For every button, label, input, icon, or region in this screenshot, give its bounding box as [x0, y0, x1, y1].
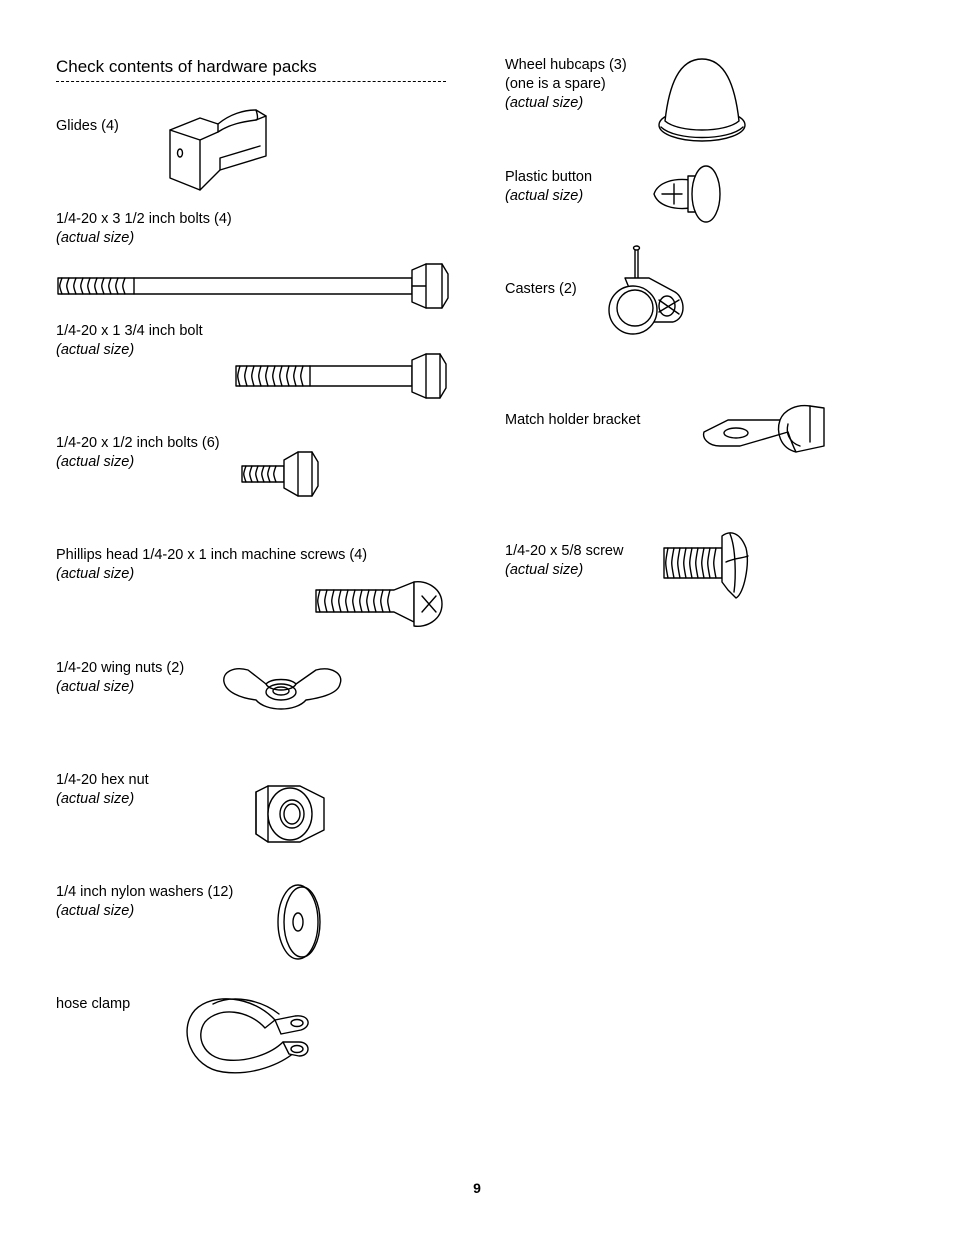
- phillips-name: Phillips head 1/4-20 x 1 inch machine screws (4): [56, 547, 368, 563]
- hex-nut-name: 1/4-20 hex nut: [56, 772, 149, 788]
- hubcap-illustration: [655, 55, 750, 145]
- hose-clamp-illustration: [183, 990, 318, 1080]
- glides-name: Glides (4): [56, 118, 119, 134]
- wing-nut-illustration: [220, 664, 345, 716]
- bolt-1-75-note: (actual size): [56, 342, 135, 358]
- label-wing-nuts: [56, 659, 184, 697]
- page-title: Check contents of hardware packs: [56, 57, 317, 76]
- hubcaps-note: (actual size): [505, 95, 584, 111]
- label-glides: [56, 117, 119, 136]
- hubcaps-name2: (one is a spare): [505, 76, 606, 92]
- screw-5-8-name: 1/4-20 x 5/8 screw: [505, 543, 624, 559]
- label-hubcaps: [505, 56, 627, 113]
- label-casters: [505, 280, 577, 299]
- caster-illustration: [603, 244, 693, 336]
- bolt-0-5-illustration: [240, 450, 325, 500]
- casters-name: Casters (2): [505, 281, 577, 297]
- plastic-button-illustration: [650, 164, 728, 226]
- bolt-3-5-illustration: [54, 262, 454, 310]
- bolt-3-5-note: (actual size): [56, 230, 135, 246]
- match-holder-name: Match holder bracket: [505, 412, 641, 428]
- screw-5-8-illustration: [660, 528, 755, 600]
- label-bolt-3-5: [56, 210, 232, 248]
- bolt-0-5-note: (actual size): [56, 454, 135, 470]
- bolt-3-5-name: 1/4-20 x 3 1/2 inch bolts (4): [56, 211, 232, 227]
- washers-name: 1/4 inch nylon washers (12): [56, 884, 234, 900]
- match-holder-illustration: [700, 402, 830, 457]
- washer-illustration: [270, 882, 330, 964]
- label-washers: [56, 883, 233, 921]
- plastic-button-note: (actual size): [505, 188, 584, 204]
- label-hex-nut: [56, 771, 149, 809]
- hose-clamp-name: hose clamp: [56, 996, 131, 1012]
- label-screw-5-8: [505, 542, 623, 580]
- label-bolt-0-5: [56, 434, 220, 472]
- label-hose-clamp: [56, 995, 130, 1014]
- screw-5-8-note: (actual size): [505, 562, 584, 578]
- label-plastic-button: [505, 168, 592, 206]
- bolt-1-75-name: 1/4-20 x 1 3/4 inch bolt: [56, 323, 203, 339]
- page-number: 9: [473, 1180, 481, 1196]
- wing-nuts-note: (actual size): [56, 679, 135, 695]
- hubcaps-name: Wheel hubcaps (3): [505, 57, 627, 73]
- phillips-screw-illustration: [314, 578, 449, 633]
- label-match-holder: [505, 411, 640, 430]
- plastic-button-name: Plastic button: [505, 169, 593, 185]
- hex-nut-illustration: [250, 784, 330, 844]
- label-bolt-1-75: [56, 322, 203, 360]
- phillips-note: (actual size): [56, 566, 135, 582]
- washers-note: (actual size): [56, 903, 135, 919]
- wing-nuts-name: 1/4-20 wing nuts (2): [56, 660, 185, 676]
- bolt-0-5-name: 1/4-20 x 1/2 inch bolts (6): [56, 435, 220, 451]
- title-divider: [56, 81, 446, 82]
- hex-nut-note: (actual size): [56, 791, 135, 807]
- bolt-1-75-illustration: [232, 352, 452, 400]
- glide-illustration: [160, 100, 275, 195]
